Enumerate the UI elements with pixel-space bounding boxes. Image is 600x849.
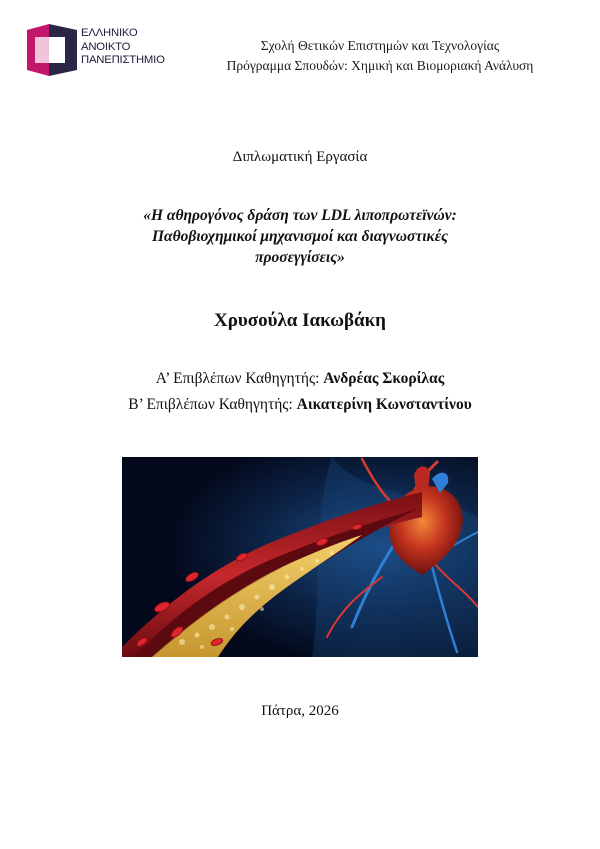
supervisor-2 (0, 392, 600, 418)
supervisors (0, 366, 600, 418)
thesis-title-line-2: Παθοβιοχημικοί μηχανισμοί και διαγνωστικές (151, 228, 448, 245)
header-info (180, 36, 580, 76)
place-and-date: Πάτρα, 2026 (261, 703, 339, 719)
program-name: Πρόγραμμα Σπουδών: Χημική και Βιομοριακή Ανάλυση (226, 58, 534, 73)
artery-heart-illustration-icon (122, 457, 478, 657)
thesis-title-line-1: «Η αθηρογόνος δράση των LDL λιποπρωτεϊνών: (143, 207, 457, 224)
university-logo-mark-icon (27, 24, 77, 76)
thesis-title (100, 205, 500, 268)
university-logo (27, 24, 177, 80)
thesis-title-line-3: προσεγγίσεις» (255, 249, 345, 266)
document-type: Διπλωματική Εργασία (232, 149, 368, 165)
supervisor-2-name: Αικατερίνη Κωνσταντίνου (296, 396, 472, 413)
logo-line-3: ΠΑΝΕΠΙΣΤΗΜΙΟ (81, 54, 165, 66)
supervisor-2-role: Β’ Επιβλέπων Καθηγητής: (128, 396, 293, 413)
logo-line-1: ΕΛΛΗΝΙΚΟ (81, 27, 138, 39)
school-name: Σχολή Θετικών Επιστημών και Τεχνολογίας (260, 38, 500, 53)
university-logo-text (81, 27, 165, 68)
supervisor-1 (0, 366, 600, 392)
author-name: Χρυσούλα Ιακωβάκη (214, 310, 386, 331)
supervisor-1-name: Ανδρέας Σκορίλας (323, 370, 445, 387)
supervisor-1-role: Α’ Επιβλέπων Καθηγητής: (155, 370, 320, 387)
cover-illustration (122, 457, 478, 657)
logo-line-2: ΑΝΟΙΚΤΟ (81, 40, 131, 53)
